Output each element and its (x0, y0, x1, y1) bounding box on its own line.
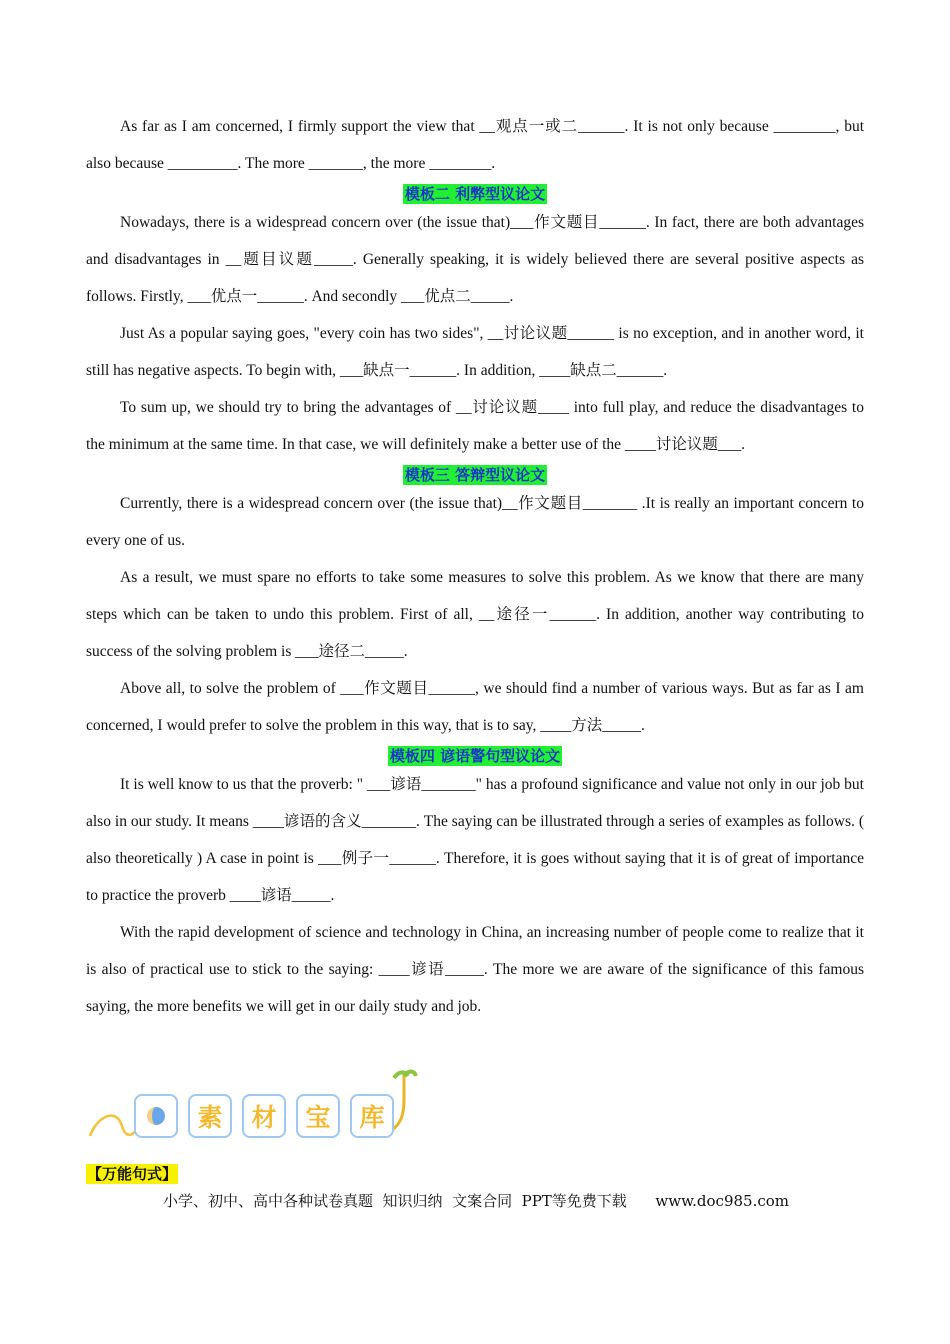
logo-tile-dot (134, 1094, 178, 1138)
section-label: 【万能句式】 (87, 1165, 178, 1183)
paragraph: Nowadays, there is a widespread concern over (the issue that)___作文题目______. In fact, there are both advantages and disadvantages in __题目议题_____. Generally speaking, it is widely believed there are several positive aspects as follows. Firstly, ___优点一______. And secondly ___优点二_____. (86, 214, 864, 305)
paragraph: As far as I am concerned, I firmly support the view that __观点一或二______. It is not only because ________, but also because _________. The more _______, the more ________. (86, 118, 864, 172)
section-heading: 模板二 利弊型议论文 (404, 185, 546, 203)
logo-tile: 库 (350, 1094, 394, 1138)
dot-icon (147, 1107, 165, 1125)
section-heading: 模板四 谚语警句型议论文 (389, 747, 561, 765)
paragraph: Above all, to solve the problem of ___作文题目______, we should find a number of various ways. But as far as I am concerned, I would prefer to solve the problem in this way, that is to say, ____方法_____. (86, 680, 864, 734)
paragraph: Just As a popular saying goes, "every coin has two sides", __讨论议题______ is no exception, and in another word, it still has negative aspects. To begin with, ___缺点一______. In addition, ____缺点二______. (86, 325, 864, 379)
paragraph: It is well know to us that the proverb: " ___谚语_______" has a profound significance and value not only in our job but also in our study. It means ____谚语的含义_______. The saying can be illustrated through a series of examples as follows. ( also theoretically ) A case in point is ___例子一______. Therefore, it is goes without saying that it is of great of importance to practice the proverb ____谚语_____. (86, 776, 864, 904)
paragraph: With the rapid development of science and technology in China, an increasing number of people come to realize that it is also of practical use to stick to the saying: ____谚语_____. The more we are aware of the significance of this famous saying, the more benefits we will get in our daily study and job. (86, 924, 864, 1015)
page-footer: 小学、初中、高中各种试卷真题 知识归纳 文案合同 PPT等免费下载 www.doc985.com (163, 1192, 790, 1210)
document-body (86, 108, 864, 1025)
paragraph: As a result, we must spare no efforts to take some measures to solve this problem. As we know that there are many steps which can be taken to undo this problem. First of all, __途径一______. In addition, another way contributing to success of the solving problem is ___途径二_____. (86, 569, 864, 660)
logo-tile: 材 (242, 1094, 286, 1138)
logo-tile: 素 (188, 1094, 232, 1138)
paragraph: Currently, there is a widespread concern over (the issue that)__作文题目_______ .It is really an important concern to every one of us. (86, 495, 864, 549)
material-library-logo (86, 1066, 426, 1146)
logo-tile: 宝 (296, 1094, 340, 1138)
section-heading: 模板三 答辩型议论文 (404, 466, 546, 484)
paragraph: To sum up, we should try to bring the advantages of __讨论议题____ into full play, and reduce the disadvantages to the minimum at the same time. In that case, we will definitely make a better use of the ____讨论议题___. (86, 399, 864, 453)
